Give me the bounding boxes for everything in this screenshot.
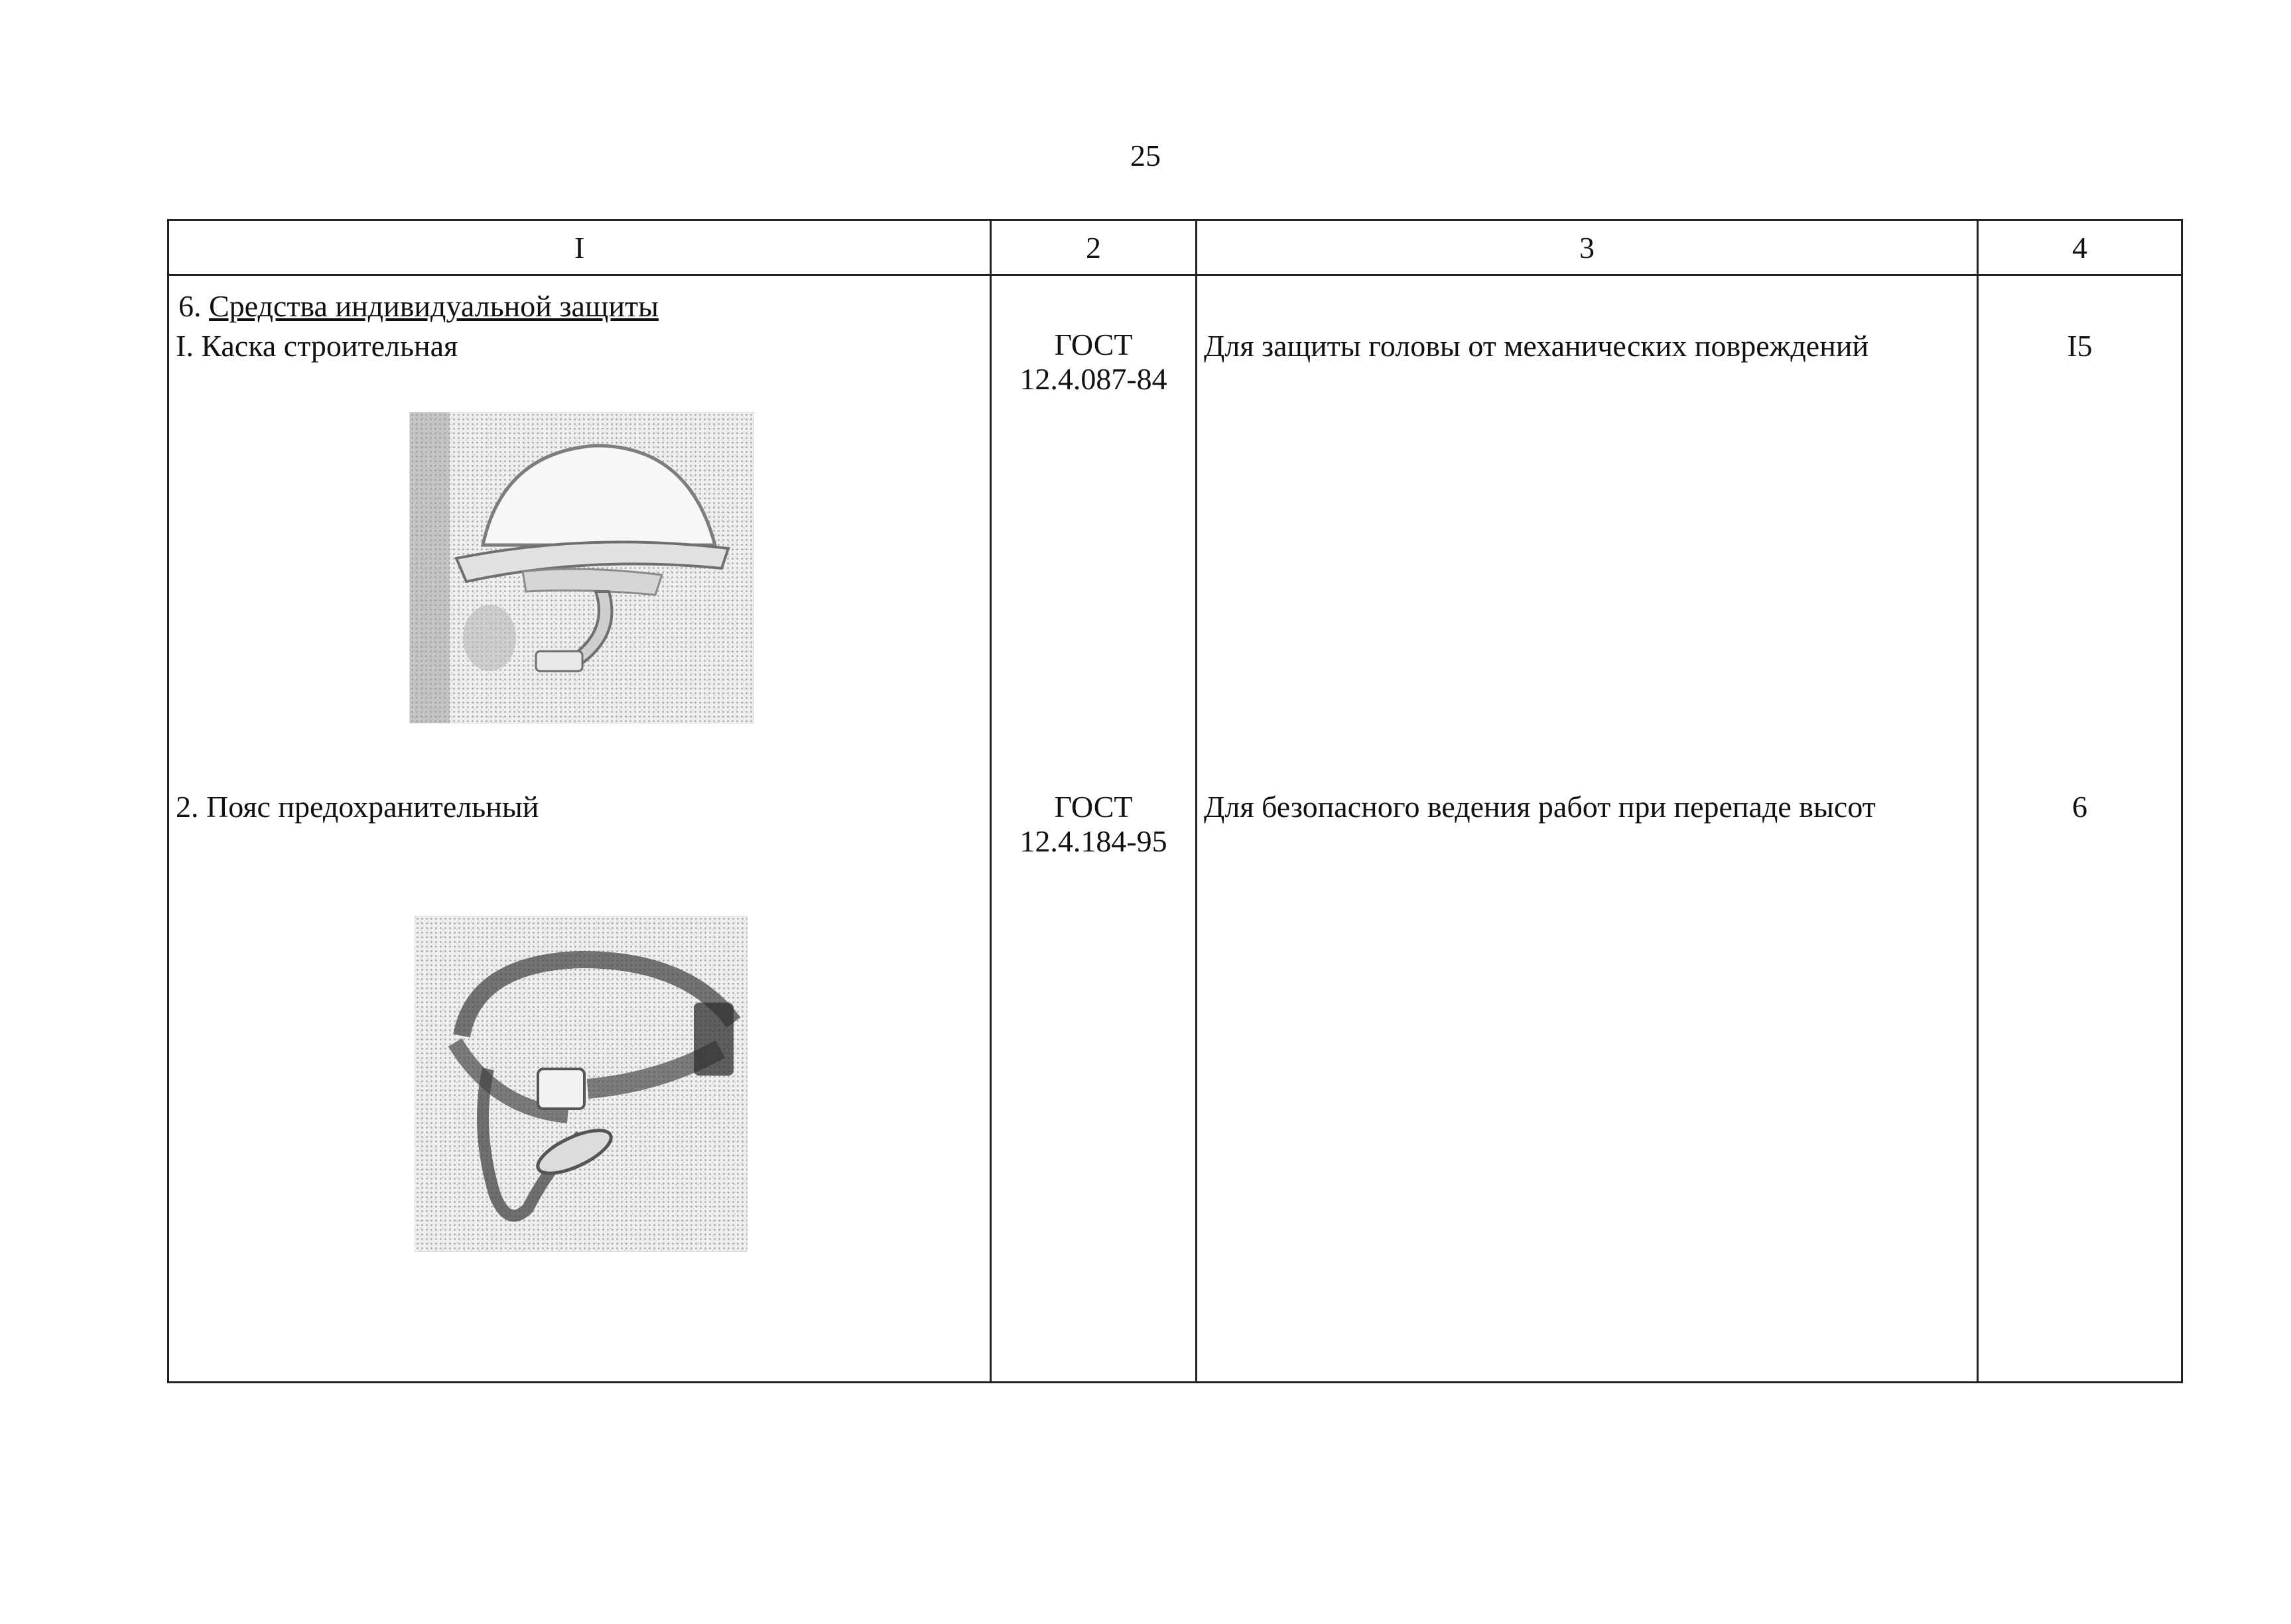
standard-hard-hat-label: ГОСТ <box>1054 328 1133 361</box>
purpose-hard-hat: Для защиты головы от механических повреждений <box>1204 329 1869 363</box>
standard-safety-belt-number: 12.4.184-95 <box>1019 824 1167 858</box>
column-header-2: 2 <box>991 220 1197 275</box>
quantity-hard-hat: I5 <box>2067 329 2093 363</box>
column-header-1: I <box>168 220 991 275</box>
table-header-row <box>168 220 2182 275</box>
quantity-cell <box>1978 275 2182 1383</box>
item-name-cell <box>168 275 991 1383</box>
item-name-safety-belt: 2. Пояс предохранительный <box>176 790 539 824</box>
table-row <box>168 275 2182 1383</box>
standard-safety-belt-label: ГОСТ <box>1054 790 1133 824</box>
safety-belt-photo <box>415 916 748 1252</box>
page-number: 25 <box>1130 139 1161 172</box>
column-header-4: 4 <box>1978 220 2182 275</box>
ppe-table <box>167 219 2183 1383</box>
quantity-safety-belt: 6 <box>2072 790 2087 824</box>
standard-hard-hat-number: 12.4.087-84 <box>1019 362 1167 396</box>
hard-hat-photo <box>409 412 754 723</box>
purpose-cell <box>1197 275 1978 1383</box>
section-title-text: Средства индивидуальной защиты <box>209 289 659 323</box>
item-name-hard-hat: I. Каска строительная <box>176 329 458 363</box>
section-title <box>178 289 659 324</box>
standard-cell <box>991 275 1197 1383</box>
section-number: 6. <box>178 289 202 323</box>
column-header-3: 3 <box>1197 220 1978 275</box>
purpose-safety-belt: Для безопасного ведения работ при перепаде высот <box>1204 790 1876 824</box>
